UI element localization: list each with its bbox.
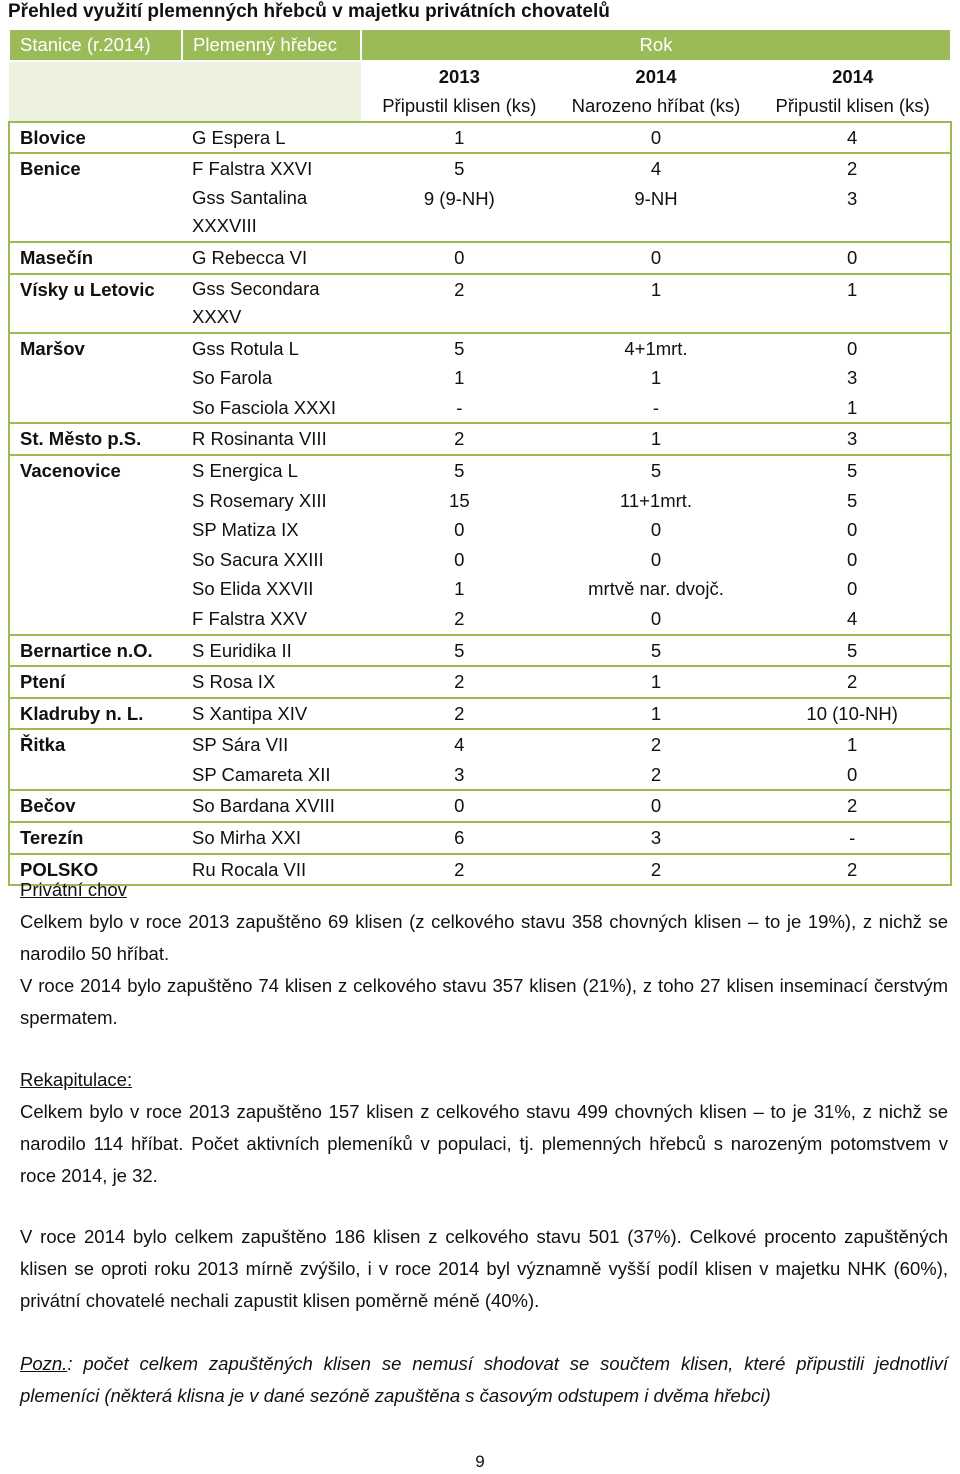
note-section <box>20 1348 948 1412</box>
header-col1-sub: Připustil klisen (ks) <box>361 91 558 122</box>
station-cell: Maršov <box>9 333 182 364</box>
stallion-cell: G Rebecca VI <box>182 242 361 274</box>
mares-2013-cell: 1 <box>361 122 558 154</box>
note-label: Pozn. <box>20 1353 68 1374</box>
mares-2014-cell: 4 <box>754 604 951 635</box>
mares-2013-cell: 3 <box>454 763 465 785</box>
station-cell: Bernartice n.O. <box>9 635 182 667</box>
foals-2014-cell: 1 <box>558 698 755 730</box>
stallion-cell: So Bardana XVIII <box>182 790 361 822</box>
stallion-cell: S Rosa IX <box>182 666 361 698</box>
foals-2014-cell: 1 <box>558 666 755 698</box>
stallion-cell: G Espera L <box>182 122 361 154</box>
table-row <box>9 822 951 854</box>
foals-2014-cell: 0 <box>650 519 662 541</box>
mares-2013-cell: 1 <box>454 367 465 389</box>
station-cell: Masečín <box>9 242 182 274</box>
mares-2013-cell: 5 <box>361 333 558 364</box>
page-number: 9 <box>475 1452 485 1471</box>
table-row <box>9 635 951 667</box>
mares-2013-cell: 9 (9-NH) <box>423 187 495 209</box>
table-row <box>9 666 951 698</box>
mares-2014-cell: 1 <box>754 274 951 333</box>
mares-2014-cell: - <box>754 822 951 854</box>
foals-2014-cell: mrtvě nar. dvojč. <box>588 578 724 600</box>
stallion-cell: Gss Secondara XXXV <box>182 274 361 333</box>
mares-2013-cell: 5 <box>361 455 558 486</box>
stallion-cell: Gss Rotula L <box>182 333 361 364</box>
stallion-usage-table <box>8 28 952 886</box>
table-row <box>9 122 951 154</box>
mares-2014-cell: 2 <box>754 790 951 822</box>
table-header-sub-row <box>9 91 951 122</box>
table-row <box>9 242 951 274</box>
mares-2013-cell: 2 <box>361 698 558 730</box>
mares-2014-cell: 0 <box>754 574 951 604</box>
private-breeding-section <box>20 874 948 1034</box>
table-row <box>9 698 951 730</box>
station-cell: POLSKO <box>9 854 182 886</box>
stallion-cell: S Energica L <box>182 455 361 486</box>
station-cell: Blovice <box>9 122 182 154</box>
mares-2013-cell: 4 <box>361 729 558 760</box>
stallion-cell: So Fasciola XXXI <box>192 396 336 418</box>
mares-2013-cell: 0 <box>454 548 465 570</box>
page-title: Přehled využití plemenných hřebců v majetku privátních chovatelů <box>8 1 610 22</box>
table-row <box>9 545 951 575</box>
station-cell <box>9 486 182 516</box>
table-row <box>9 604 951 635</box>
mares-2014-cell: 0 <box>754 515 951 545</box>
foals-2014-cell: 4+1mrt. <box>558 333 755 364</box>
mares-2013-cell: 5 <box>361 635 558 667</box>
stallion-cell: So Mirha XXI <box>182 822 361 854</box>
mares-2013-cell: 6 <box>361 822 558 854</box>
table-row <box>9 423 951 455</box>
stallion-cell: S Rosemary XIII <box>192 489 327 511</box>
foals-2014-cell: - <box>652 396 660 418</box>
table-row <box>9 486 951 516</box>
mares-2014-cell: 4 <box>754 122 951 154</box>
header-col2-year: 2014 <box>558 61 755 92</box>
mares-2014-cell: 10 (10-NH) <box>754 698 951 730</box>
station-cell: Řitka <box>9 729 182 760</box>
table-header-years-row <box>9 61 951 92</box>
stallion-cell: So Elida XXVII <box>192 578 314 600</box>
mares-2013-cell: 0 <box>361 790 558 822</box>
mares-2013-cell: 2 <box>361 666 558 698</box>
mares-2014-cell: 3 <box>754 184 951 242</box>
header-year: Rok <box>361 29 951 61</box>
mares-2013-cell: 2 <box>454 607 465 629</box>
recap-heading: Rekapitulace: <box>20 1069 133 1090</box>
stallion-cell: SP Matiza IX <box>192 519 299 541</box>
mares-2013-cell: 0 <box>361 242 558 274</box>
table-row <box>9 790 951 822</box>
mares-2014-cell: 2 <box>754 666 951 698</box>
station-cell <box>9 545 182 575</box>
header-col1-year: 2013 <box>361 61 558 92</box>
table-row <box>9 393 951 424</box>
stallion-cell: Gss Santalina XXXVIII <box>192 186 308 236</box>
table-row <box>9 184 951 242</box>
foals-2014-cell: 0 <box>558 122 755 154</box>
station-cell: St. Město p.S. <box>9 423 182 455</box>
mares-2014-cell: 0 <box>754 242 951 274</box>
station-cell <box>9 574 182 604</box>
station-cell <box>9 604 182 635</box>
table-row <box>9 574 951 604</box>
mares-2013-cell: 15 <box>449 489 470 511</box>
mares-2014-cell: 5 <box>754 455 951 486</box>
stallion-cell: Ru Rocala VII <box>182 854 361 886</box>
mares-2014-cell: 3 <box>754 363 951 393</box>
stallion-cell: F Falstra XXV <box>192 607 308 629</box>
table-row <box>9 153 951 184</box>
foals-2014-cell: 9-NH <box>634 187 678 209</box>
station-cell: Kladruby n. L. <box>9 698 182 730</box>
station-cell <box>9 515 182 545</box>
mares-2014-cell: 0 <box>754 333 951 364</box>
station-cell: Benice <box>9 153 182 184</box>
table-row <box>9 455 951 486</box>
mares-2013-cell: 2 <box>361 274 558 333</box>
stallion-cell: So Farola <box>192 367 273 389</box>
mares-2013-cell: 2 <box>361 423 558 455</box>
foals-2014-cell: 1 <box>650 367 662 389</box>
stallion-cell: S Euridika II <box>182 635 361 667</box>
foals-2014-cell: 0 <box>650 548 662 570</box>
recap-paragraph-2: V roce 2014 bylo celkem zapuštěno 186 klisen z celkového stavu 501 (37%). Celkové procento zapuštěných klisen se oproti roku 2013 mírně zvýšilo, i v roce 2014 byl významně vyšší podíl klisen v majetku NHK (60%), privátní chovatelé nechali zapustit klisen poměrně méně (40%). <box>20 1226 948 1311</box>
foals-2014-cell: 2 <box>558 854 755 886</box>
foals-2014-cell: 11+1mrt. <box>619 489 693 511</box>
header-col3-sub: Připustil klisen (ks) <box>754 91 951 122</box>
table-header-row <box>9 29 951 61</box>
table-row <box>9 363 951 393</box>
stallion-cell: SP Camareta XII <box>192 763 331 785</box>
private-paragraph-2: V roce 2014 bylo zapuštěno 74 klisen z celkového stavu 357 klisen (21%), z toho 27 klisen inseminací čerstvým spermatem. <box>20 975 948 1028</box>
recap-paragraph-1: Celkem bylo v roce 2013 zapuštěno 157 klisen z celkového stavu 499 chovných klisen – to je 31%, z nichž se narodilo 114 hříbat. Počet aktivních plemeníků v populaci, tj. plemenných hřebců s narozeným potomstvem v roce 2014, je 32. <box>20 1101 948 1186</box>
station-cell <box>9 363 182 393</box>
station-cell: Vacenovice <box>9 455 182 486</box>
foals-2014-cell: 1 <box>558 423 755 455</box>
stallion-cell: R Rosinanta VIII <box>182 423 361 455</box>
table-row <box>9 274 951 333</box>
foals-2014-cell: 3 <box>558 822 755 854</box>
foals-2014-cell: 0 <box>558 790 755 822</box>
header-stallion: Plemenný hřebec <box>182 29 361 61</box>
mares-2013-cell: 0 <box>454 519 465 541</box>
table-row <box>9 760 951 791</box>
header-col3-year: 2014 <box>754 61 951 92</box>
recap-section <box>20 1064 948 1192</box>
mares-2014-cell: 3 <box>754 423 951 455</box>
mares-2014-cell: 1 <box>754 393 951 424</box>
note-text: : počet celkem zapuštěných klisen se nemusí shodovat se součtem klisen, které připustili jednotliví plemeníci (některá klisna je v dané sezóně zapuštěna s časovým odstupem i dvěma hřebci) <box>20 1353 948 1406</box>
station-cell: Bečov <box>9 790 182 822</box>
mares-2013-cell: 2 <box>361 854 558 886</box>
header-station: Stanice (r.2014) <box>9 29 182 61</box>
station-cell: Vísky u Letovic <box>9 274 182 333</box>
station-cell <box>9 760 182 791</box>
mares-2013-cell: 1 <box>454 578 465 600</box>
private-paragraph-1: Celkem bylo v roce 2013 zapuštěno 69 klisen (z celkového stavu 358 chovných klisen – to je 19%), z nichž se narodilo 50 hříbat. <box>20 911 948 964</box>
private-heading: Privátní chov <box>20 879 127 900</box>
station-cell <box>9 393 182 424</box>
header-col2-sub: Narozeno hříbat (ks) <box>558 91 755 122</box>
foals-2014-cell: 2 <box>558 729 755 760</box>
foals-2014-cell: 5 <box>558 635 755 667</box>
foals-2014-cell: 0 <box>650 607 662 629</box>
table-row <box>9 333 951 364</box>
mares-2014-cell: 5 <box>754 486 951 516</box>
foals-2014-cell: 4 <box>558 153 755 184</box>
stallion-cell: SP Sára VII <box>182 729 361 760</box>
station-cell: Ptení <box>9 666 182 698</box>
stallion-cell: So Sacura XXIII <box>192 548 324 570</box>
foals-2014-cell: 2 <box>650 763 662 785</box>
foals-2014-cell: 5 <box>558 455 755 486</box>
station-cell <box>9 184 182 242</box>
mares-2014-cell: 2 <box>754 153 951 184</box>
mares-2014-cell: 0 <box>754 760 951 791</box>
table-row <box>9 729 951 760</box>
mares-2014-cell: 1 <box>754 729 951 760</box>
foals-2014-cell: 0 <box>558 242 755 274</box>
mares-2013-cell: 5 <box>361 153 558 184</box>
station-cell: Terezín <box>9 822 182 854</box>
mares-2013-cell: - <box>456 396 463 418</box>
mares-2014-cell: 2 <box>754 854 951 886</box>
stallion-cell: F Falstra XXVI <box>182 153 361 184</box>
mares-2014-cell: 0 <box>754 545 951 575</box>
foals-2014-cell: 1 <box>558 274 755 333</box>
stallion-cell: S Xantipa XIV <box>182 698 361 730</box>
mares-2014-cell: 5 <box>754 635 951 667</box>
table-row <box>9 515 951 545</box>
